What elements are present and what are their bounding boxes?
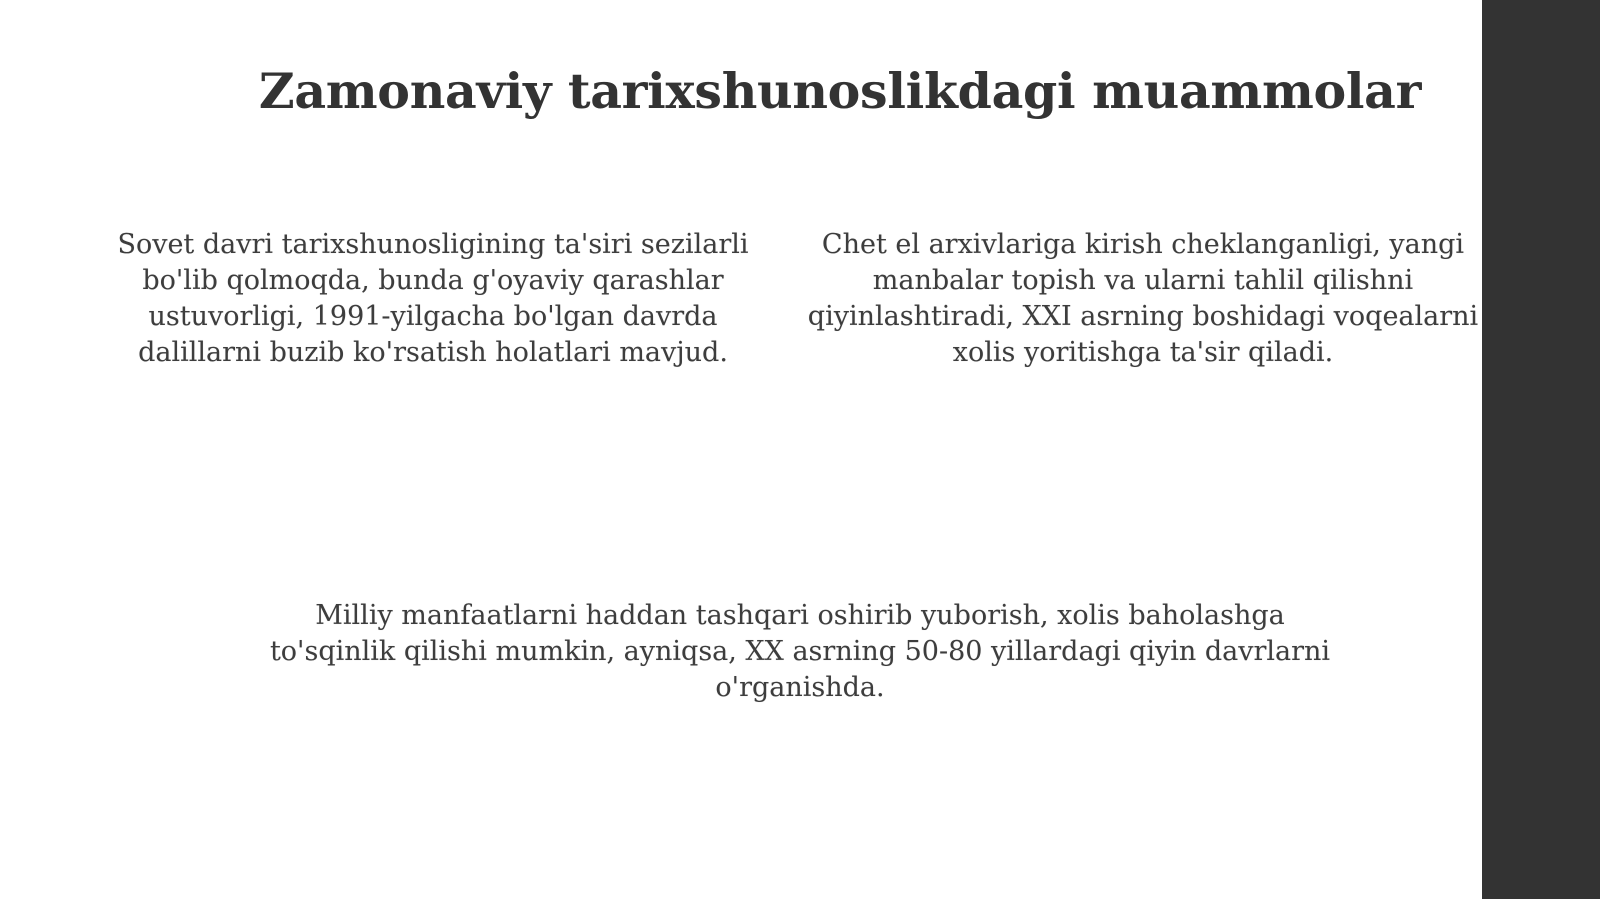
slide-title: Zamonaviy tarixshunoslikdagi muammolar <box>258 62 1422 120</box>
side-panel <box>1482 0 1600 899</box>
paragraph-right: Chet el arxivlariga kirish cheklanganligi, yangi manbalar topish va ularni tahlil qilishni qiyinlashtiradi, XXI asrning boshidagi voqealarni xolis yoritishga ta'sir qiladi. <box>807 229 1479 368</box>
paragraph-bottom: Milliy manfaatlarni haddan tashqari oshirib yuborish, xolis baholashga to'sqinlik qilishi mumkin, ayniqsa, XX asrning 50-80 yillardagi qiyin davrlarni o'rganishda. <box>269 600 1331 703</box>
paragraph-left: Sovet davri tarixshunosligining ta'siri sezilarli bo'lib qolmoqda, bunda g'oyaviy qarashlar ustuvorligi, 1991-yilgacha bo'lgan davrda dalillarni buzib ko'rsatish holatlari mavjud. <box>117 229 749 368</box>
